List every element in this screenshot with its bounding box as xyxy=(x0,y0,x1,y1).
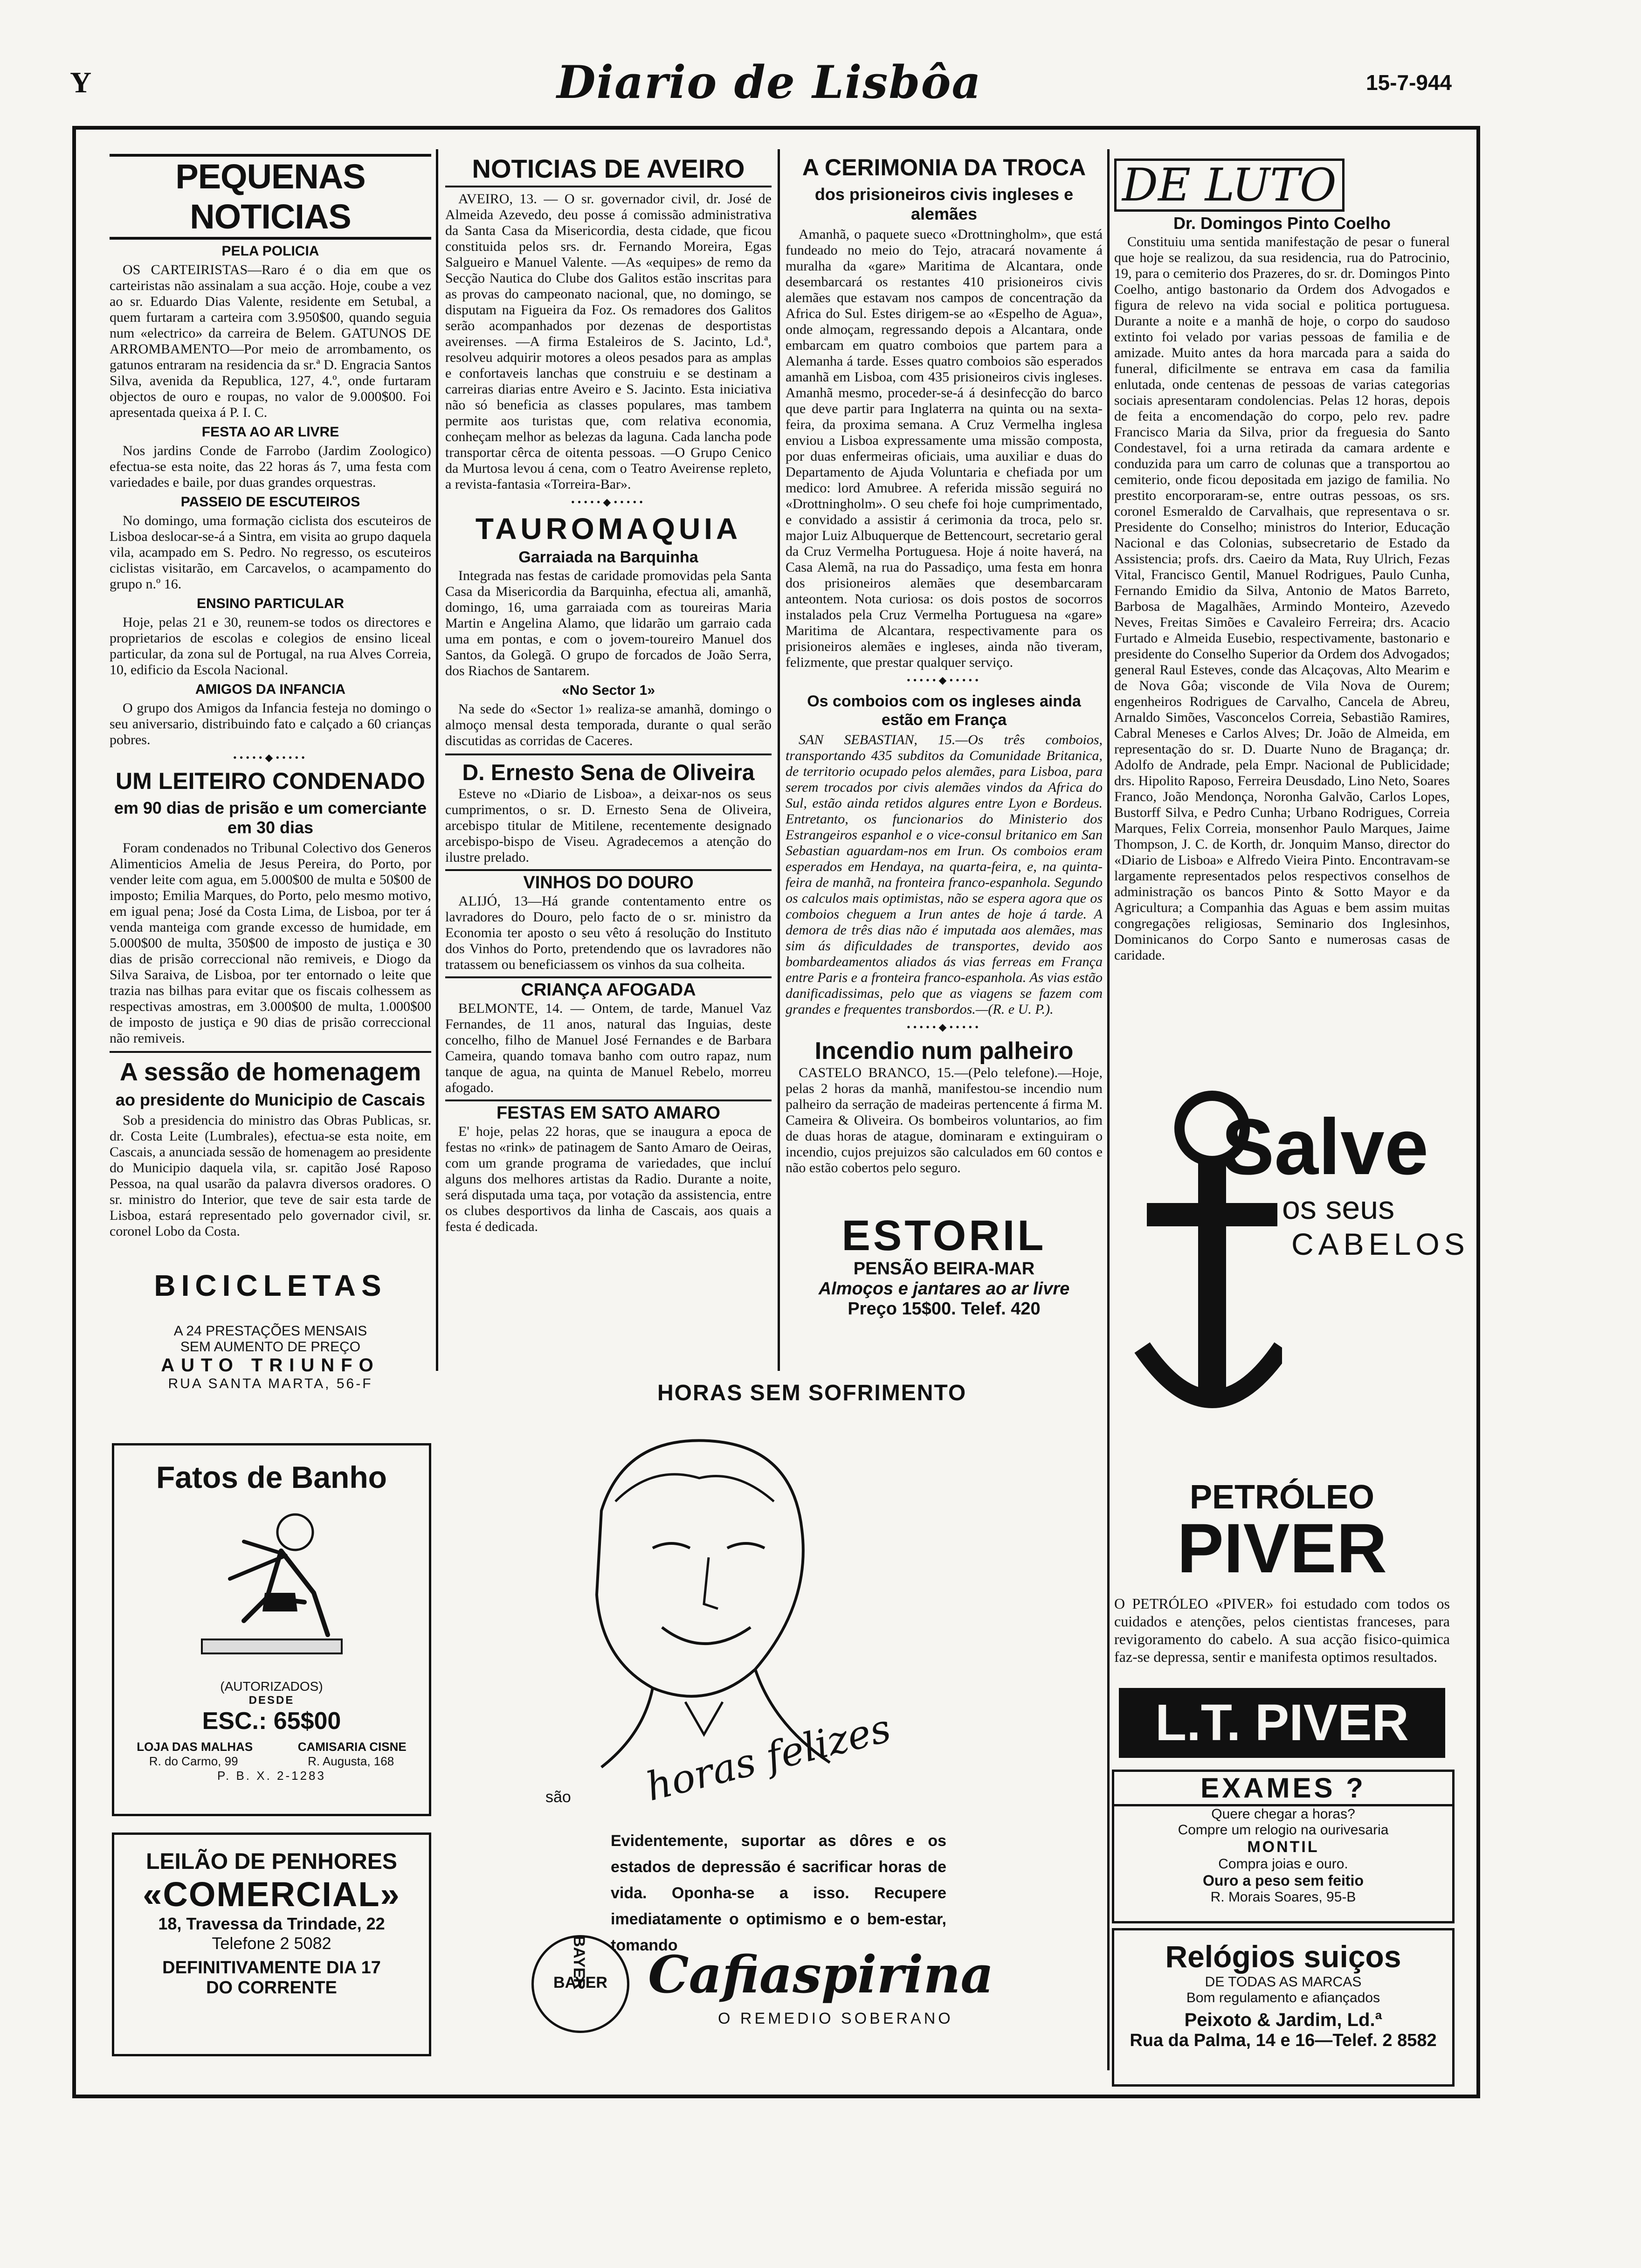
ad-name: «COMERCIAL» xyxy=(143,1875,400,1914)
article-text: ALIJÓ, 13—Há grande contentamento entre os lavradores do Douro, pelo facto de o sr. ministro da Economia ter aposto o seu vêto á resolução do Instituto dos Vinhos do Porto, pretendendo que os lavradores não tratassem ou beneficiassem os vinhos da sua colheita. xyxy=(445,893,772,972)
headline: CRIANÇA AFOGADA xyxy=(521,980,696,1000)
ad-title: HORAS SEM SOFRIMENTO xyxy=(657,1381,967,1405)
article-text: O grupo dos Amigos da Infancia festeja no domingo o seu aniversario, distribuindo fato e calçado a 60 crianças pobres. xyxy=(110,700,431,747)
rule xyxy=(110,1051,431,1053)
rule xyxy=(445,869,772,871)
ad-line: os seus xyxy=(1282,1189,1395,1226)
ad-line: Ouro a peso sem feitio xyxy=(1203,1872,1364,1889)
article-text: Integrada nas festas de caridade promovidas pela Santa Casa da Misericordia da Barquinha, efectua ali, amanhã, domingo, 16, uma garraiada com as toureiras Maria Martin e Angelina Alamo, que lidarão um garraio cada uma em pontas, e com o jovem-toureiro Manuel dos Santos, da Golegã. O grupo de forcados de João Serra, dos Riachos de Santarem. xyxy=(445,568,772,678)
shop-name: LOJA DAS MALHAS xyxy=(137,1740,253,1754)
subhead: AMIGOS DA INFANCIA xyxy=(195,682,346,697)
ad-cafiaspirina xyxy=(448,1380,1105,2089)
subheadline: em 90 dias de prisão e um comerciante em 30 dias xyxy=(114,798,427,837)
ad-title: LEILÃO DE PENHORES xyxy=(146,1849,397,1874)
headline: TAUROMAQUIA xyxy=(475,512,742,546)
headline: UM LEITEIRO CONDENADO xyxy=(116,768,425,794)
shop-address: R. Augusta, 168 xyxy=(308,1754,394,1768)
article-text: AVEIRO, 13. — O sr. governador civil, dr. José de Almeida Azevedo, deu posse á comissão administrativa da Santa Casa da Misericordia, desta cidade, que ficou constituida pelos srs. dr. Fernando Moreira, Egas Salgueiro e Manuel Valente. —As «equipes» de remo da Secção Nautica do Clube dos Galitos estão inscritas para as provas do campeonato nacional, que, no domingo, se disputam na Figueira da Foz. Os remadores dos Galitos serão acompanhados por dezenas de desportistas aveirenses. —A firma Estaleiros de S. Jacinto, Ld.ª, resolveu adquirir motores a oleos pesados para as amplas e confortaveis lanchas que construiu e se destinam a carreiras diarias entre Aveiro e S. Jacinto. Esta iniciativa não só beneficia as classes populares, mas tambem permite aos turistas que, com relativa economia, conheçam melhor as belezas da laguna. Cada lancha pode transportar cêrca de oitenta pessoas. —O Grupo Cenico da Murtosa levou á cena, com o Teatro Aveirense repleto, a revista-fantasia «Torreira-Bar». xyxy=(445,191,772,492)
bayer-cross-icon: BAYER BAYER xyxy=(531,1935,629,2033)
man-portrait-illustration xyxy=(531,1408,858,1772)
subheadline: dos prisioneiros civis ingleses e alemães xyxy=(814,185,1074,223)
subhead: ENSINO PARTICULAR xyxy=(196,596,345,611)
headline: FESTAS EM SATO AMARO xyxy=(496,1103,720,1123)
ad-brand: PETRÓLEO xyxy=(1189,1479,1375,1516)
ad-line: DO CORRENTE xyxy=(206,1978,337,1998)
ad-title: EXAMES ? xyxy=(1114,1772,1452,1806)
article-text: Amanhã, o paquete sueco «Drottningholm», que está fundeado no meio do Tejo, atracará novamente á muralha da «gare» Maritima de Alcantara, onde desembarcará os restantes 410 prisioneiros civis alemães que estavam nos campos de concentração da Africa do Sul. Estes dirigem-se ao «Espelho de Agua», onde almoçam, regressando depois a Alcantara, onde embarcam em quatro comboios que partem para a Alemanha á tarde. Esses quatro comboios são esperados amanhã em Lisboa, com 435 prisioneiros civis ingleses. Amanhã mesmo, proceder-se-á á desinfecção do barco que deve partir para Inglaterra na quinta ou na sexta-feira, da proxima semana. A Cruz Vermelha inglesa enviou a Lisboa expressamente uma missão composta, por duas enfermeiras oficiais, uma auxiliar e duas do Departamento de Ajuda Voluntaria e chefiada por um medico: lord Amubree. A referida missão seguirá no «Drottningholm». O seu chefe foi hoje cumprimentado, e convidado a assistir á cerimonia da troca, pelo sr. major Luiz Albuquerque de Bettencourt, secretario geral da Cruz Vermelha Portuguesa. Hoje á noite haverá, na Casa Alemã, na rua do Passadiço, uma festa em honra dos prisioneiros alemães que desembarcaram anteontem. Nota curiosa: os dois postos de socorros instalados pela Cruz Vermelha Portuguesa na «gare» Maritima de Alcantara, respectivamente para os prisioneiros alemães e ingleses, ainda não tiveram, felizmente, que prestar qualquer serviço. xyxy=(786,227,1103,670)
ad-title: BICICLETAS xyxy=(154,1269,387,1302)
ad-line: Almoços e jantares ao ar livre xyxy=(818,1279,1070,1299)
separator: •••••◆••••• xyxy=(571,496,646,508)
ad-address: 18, Travessa da Trindade, 22 xyxy=(158,1914,385,1933)
ad-phone: Telefone 2 5082 xyxy=(212,1934,331,1953)
ad-script: horas felizes xyxy=(641,1705,896,1810)
ad-line: Preço 15$00. Telef. 420 xyxy=(848,1299,1041,1319)
article-text: E' hoje, pelas 22 horas, que se inaugura a epoca de festas no «rink» de patinagem de Santo Amaro de Oeiras, com um grande programa de variedades, que incluí alguns dos melhores artistas da Radio. Durante a noite, será disputada uma taça, por votação da assistencia, entre os clubes desportivos da linha de Cascais, aos quais a festa é dedicada. xyxy=(445,1124,772,1234)
headline: A CERIMONIA DA TROCA xyxy=(802,154,1086,180)
article-text: Foram condenados no Tribunal Colectivo dos Generos Alimenticios Amelia de Jesus Pereira, do Porto, por vender leite com agua, em 5.000$00 de multa e 50$00 de imposto; Emilia Marques, do Porto, pelo mesmo motivo, em igual pena; José da Costa Lima, de Lisboa, por ter á venda manteiga com grande excesso de humidade, em 5.000$00 de multa, 350$00 de imposto de justiça e 30 dias de prisão correccional não remiveis, e Diogo da Silva Saraiva, de Lisboa, por ter entornado o leite que trazia nas bilhas para evitar que os fiscais colhessem as respectivas amostras, em 3.000$00 de multa, 1.000$00 de imposto de justiça e 90 dias de prisão correccional não remiveis. xyxy=(110,840,431,1046)
shop-name: CAMISARIA CISNE xyxy=(297,1740,407,1754)
ad-petroleo-piver xyxy=(1114,1077,1469,1767)
ad-line: A 24 PRESTAÇÕES MENSAIS xyxy=(173,1323,367,1339)
column-rule xyxy=(778,149,780,1371)
column-rule xyxy=(436,149,438,1371)
subhead: PELA POLICIA xyxy=(221,243,319,259)
ad-address: Rua da Palma, 14 e 16—Telef. 2 8582 xyxy=(1130,2031,1437,2050)
ad-line: PENSÃO BEIRA-MAR xyxy=(853,1259,1035,1279)
section-title: DE LUTO xyxy=(1114,159,1345,212)
rule xyxy=(445,976,772,978)
column-rule xyxy=(1107,149,1110,2070)
ad-line: Bom regulamento e afiançados xyxy=(1186,1990,1380,2005)
ad-text: O PETRÓLEO «PIVER» foi estudado com todos os cuidados e atenções, pelos cientistas franceses, para revigoramento do cabelo. A sua acção fisico-quimica faz-se depressa, sentir e manifesta optimos resultados. xyxy=(1114,1595,1450,1665)
ad-line: DESDE xyxy=(248,1694,295,1707)
ad-text: Evidentemente, suportar as dôres e os estados de depressão é sacrificar horas de vida. Oponha-se a isso. Recupere imediatamente o optimismo e o bem-estar, tomando xyxy=(611,1832,946,1954)
rule xyxy=(445,754,772,755)
ad-price: ESC.: 65$00 xyxy=(202,1708,341,1735)
headline: NOTICIAS DE AVEIRO xyxy=(472,154,745,183)
swimmer-illustration xyxy=(174,1500,370,1677)
column-de-luto xyxy=(1114,159,1450,1082)
ad-leilao-penhores xyxy=(112,1832,431,2056)
article-text: CASTELO BRANCO, 15.—(Pelo telefone).—Hoje, pelas 2 horas da manhã, manifestou-se incendio num palheiro da serração de madeiras pertencente á firma M. Cameira & Oliveira. Os bombeiros voluntarios, ao fim de duas horas de atague, dominaram e extinguiram o incendio, cujos prejuizos são calculados em 60 contos e não estão cobertos pelo seguro. xyxy=(786,1065,1103,1175)
ad-title: Fatos de Banho xyxy=(156,1460,387,1494)
ad-line: SEM AUMENTO DE PREÇO xyxy=(180,1339,361,1355)
ad-name: ESTORIL xyxy=(841,1212,1047,1259)
piver-logo: L.T. PIVER xyxy=(1119,1688,1445,1758)
ad-slogan: O REMEDIO SOBERANO xyxy=(718,2010,953,2027)
ad-brand: PIVER xyxy=(1177,1509,1387,1587)
headline: Incendio num palheiro xyxy=(814,1037,1074,1065)
ad-line: DEFINITIVAMENTE DIA 17 xyxy=(162,1958,381,1978)
ad-name: AUTO TRIUNFO xyxy=(161,1355,380,1376)
ad-name: MONTIL xyxy=(1247,1838,1319,1856)
rule xyxy=(445,186,772,187)
ad-address: R. Morais Soares, 95-B xyxy=(1210,1889,1356,1905)
shop-phone: P. B. X. 2-1283 xyxy=(217,1769,326,1783)
ad-relogios-suicos xyxy=(1112,1928,1455,2087)
article-text: Esteve no «Diario de Lisboa», a deixar-nos os seus cumprimentos, o sr. D. Ernesto Sena de Oliveira, arcebispo titular de Mitilene, recentemente designado arcebispo-bispo de Viseu. Agradecemos a atenção do ilustre prelado. xyxy=(445,786,772,865)
headline: A sessão de homenagem xyxy=(119,1058,421,1086)
bayer-logo-text: BAYER xyxy=(553,1974,607,1991)
separator: •••••◆••••• xyxy=(907,1021,981,1033)
subhead: PASSEIO DE ESCUTEIROS xyxy=(180,494,360,510)
article-text: Na sede do «Sector 1» realiza-se amanhã, domingo o almoço mensal desta temporada, durante o qual serão discutidas as corridas de Caceres. xyxy=(445,701,772,748)
ad-bicicletas xyxy=(110,1268,431,1408)
article-text: Sob a presidencia do ministro das Obras Publicas, sr. dr. Costa Leite (Lumbrales), efectua-se esta noite, em Cascais, a anunciada sessão de homenagem ao presidente do Municipio daquela vila, sr. capitão José Raposo Pessoa, na qual usarão da palavra diversos oradores. O sr. ministro do Interior, que teve de sair esta tarde de Lisboa, estará representado pelo governador civil, sr. coronel Lobo da Costa. xyxy=(110,1113,431,1239)
section-title: PEQUENAS NOTICIAS xyxy=(110,154,431,240)
ad-line: (AUTORIZADOS) xyxy=(220,1679,323,1694)
issue-date: 15-7-944 xyxy=(1366,70,1452,95)
masthead-title: Diario de Lisbôa xyxy=(557,56,982,109)
column-pequenas-noticias xyxy=(110,154,431,1282)
subheadline: Garraiada na Barquinha xyxy=(518,548,698,566)
ad-line: DE TODAS AS MARCAS xyxy=(1205,1974,1362,1990)
article-text: SAN SEBASTIAN, 15.—Os três comboios, transportando 435 subditos da Comunidade Britanica, de territorio ocupado pelos alemães, para Lisboa, para serem trocados por civis alemães vindos da Africa do Sul, estão ainda retidos algures entre Lyon e Bordeus. Entretanto, os funcionarios do Ministerio dos Estrangeiros espanhol e o vice-consul britanico em San Sebastian aguardam-nos em Irun. Os comboios eram esperados em Hendaya, na quarta-feira, e, na quinta-feira de manhã, na fronteira franco-espanhola. Segundo os calculos mais optimistas, não se espera agora que os comboios cheguem a Irun antes de hoje á tarde. A demora de três dias não é imputada aos alemães, mas sim ás dificuldades de transportes, devido aos bombardeamentos aliados ás vias ferreas em França entre Paris e a fronteira franco-espanhola. As vias estão danificadissimas, pelo que as viagens se fazem com grandes e frequentes transbordos.—(R. e U. P.). xyxy=(786,732,1103,1017)
article-text: OS CARTEIRISTAS—Raro é o dia em que os carteiristas não assinalam a sua acção. Hoje, coube a vez ao sr. Eduardo Dias Valente, residente em Setubal, a quem furtaram a carteira com 3.950$00, quando seguia num «electrico» da carreira de Belem. GATUNOS DE ARROMBAMENTO—Por meio de arrombamento, os gatunos entraram na residencia da sr.ª D. Engracia Santos Silva, avenida da Republica, 127, 4.º, onde furtaram objectos de ouro e roupas, no valor de 9.000$00. Foi apresentada queixa á P. I. C. xyxy=(110,262,431,420)
subhead: FESTA AO AR LIVRE xyxy=(201,424,339,440)
ad-estoril xyxy=(788,1212,1100,1366)
headline: VINHOS DO DOURO xyxy=(523,873,694,892)
ad-line: Compre um relogio na ourivesaria xyxy=(1178,1822,1389,1838)
shop-address: R. do Carmo, 99 xyxy=(149,1754,238,1768)
column-2 xyxy=(445,154,772,1371)
ad-line: Quere chegar a horas? xyxy=(1211,1806,1355,1822)
ad-text: são xyxy=(545,1788,571,1806)
ad-line: Compra joias e ouro. xyxy=(1218,1856,1348,1872)
separator: •••••◆••••• xyxy=(233,752,308,763)
subheadline: Dr. Domingos Pinto Coelho xyxy=(1173,214,1391,233)
article-text: Constituiu uma sentida manifestação de pesar o funeral que hoje se realizou, da sua residencia, rua do Patrocinio, 19, para o cemiterio dos Prazeres, do sr. dr. Domingos Pinto Coelho, antigo bastonario da Ordem dos Advogados e figura de relevo na vida social e politica portuguesa. Durante a noite e a manhã de hoje, o corpo do saudoso extinto foi velado por varias pessoas de familia e de amizade. Muito antes da hora marcada para a saida do funeral, dificilmente se entrava em casa da familia enlutada, onde centenas de pessoas de varias categorias sociais apresentaram condolencias. Pelas 12 horas, depois de feita a encomendação do corpo, pelo rev. padre Francisco Maria da Silva, prior da freguesia do Santo Condestavel, foi a urna retirada da camara ardente e conduzida para um carro de colunas que a transportou ao cemiterio, onde ficou depositada em jazigo de familia. No prestito encorporaram-se, entre outras pessoas, os srs. coronel Esmeraldo de Carvalhais, que representava o sr. Presidente do Conselho; ministros do Interior, Educação Nacional e das Colonias, subsecretario de Estado da Assistencia; profs. drs. Caeiro da Mata, Ruy Ulrich, Fezas Vital, Francisco Gentil, Manuel Rodrigues, Paulo Cunha, Fernando Emidio da Silva, Antonio de Matos Barreto, Barbosa de Magalhães, Armindo Monteiro, Azevedo Neves, Freitas Simões e Cavaleiro Ferreira; drs. Acacio Furtado e Almeida Eusebio, respectivamente, bastonario e presidente do Conselho Superior da Ordem dos Advogados; general Raul Esteves, conde das Alcaçovas, Alto Mearim e de Nova Gôa; visconde de Vila Nova de Ourem; engenheiros Rodrigues de Carvalho, Cancela de Abreu, Arnaldo Simões, Vasconcelos Correia, Sebastião Ramires, Cabral Meneses e Carlos Alves; Dr. João de Almeida, em representação do sr. D. Duarte Nuno de Bragança; dr. Adolfo de Andrade, pela Empr. Nacional de Publicidade; drs. Hipolito Raposo, Ferreira Deusdado, Lino Neto, Soares Franco, João Mendonça, Noronha Galvão, Carlos Lopes, Bustorff Silva, e Pedro Cunha; Urbano Rodrigues, Correia Marques, Felix Correia, monsenhor Paulo Marques, Jaime Thompson, J. C. de Korth, dr. Jonquim Manso, director do «Diario de Lisboa» e Alfredo Vieira Pinto. Encontravam-se largamente representados pelos respectivos conselhos de administração os bancos Pinto & Sotto Mayor e da Agricultura; a Companhia das Aguas e bem assim muitas congregações religiosas, Seminario dos Inglesinhos, Dominicanos do Corpo Santo e numerosas casas de caridade. xyxy=(1114,234,1450,963)
article-text: BELMONTE, 14. — Ontem, de tarde, Manuel Vaz Fernandes, de 11 anos, natural das Inguias, deste concelho, filho de Manuel José Fernandes e de Barbara Cameira, quando tomava banho com outro rapaz, num tanque de agua, na quinta de Manuel Rebelo, morreu afogado. xyxy=(445,1001,772,1095)
subhead: «No Sector 1» xyxy=(561,683,655,698)
page-number: Y xyxy=(70,66,92,99)
ad-brand: Cafiaspirina xyxy=(648,1944,994,2005)
ad-line: CABELOS xyxy=(1291,1227,1469,1261)
rule xyxy=(445,1099,772,1101)
ad-address: RUA SANTA MARTA, 56-F xyxy=(168,1376,373,1391)
separator: •••••◆••••• xyxy=(907,674,981,686)
subheadline: ao presidente do Municipio de Cascais xyxy=(115,1090,426,1109)
column-3 xyxy=(786,154,1103,1212)
headline: D. Ernesto Sena de Oliveira xyxy=(462,761,755,785)
article-text: No domingo, uma formação ciclista dos escuteiros de Lisboa deslocar-se-á a Sintra, em visita ao grupo daquela vila, acampado em S. Pedro. No regresso, os escuteiros ciclistas visitarão, em Carcavelos, o acampamento do grupo n.º 16. xyxy=(110,513,431,592)
ad-exames xyxy=(1112,1770,1455,1923)
ad-fatos-de-banho xyxy=(112,1443,431,1816)
article-text: Nos jardins Conde de Farrobo (Jardim Zoologico) efectua-se esta noite, das 22 horas ás 7, uma festa com variedades e baile, por duas grandes orquestras. xyxy=(110,443,431,490)
headline: Os comboios com os ingleses ainda estão em França xyxy=(807,692,1081,729)
ad-name: Peixoto & Jardim, Ld.ª xyxy=(1184,2010,1382,2030)
ad-title: Relógios suiços xyxy=(1165,1939,1401,1974)
ad-title: Salve xyxy=(1221,1103,1429,1191)
article-text: Hoje, pelas 21 e 30, reunem-se todos os directores e proprietarios de escolas e colegios de ensino liceal particular, da zona sul de Portugal, na rua Alves Correia, 10, edificio da Escola Nacional. xyxy=(110,615,431,678)
